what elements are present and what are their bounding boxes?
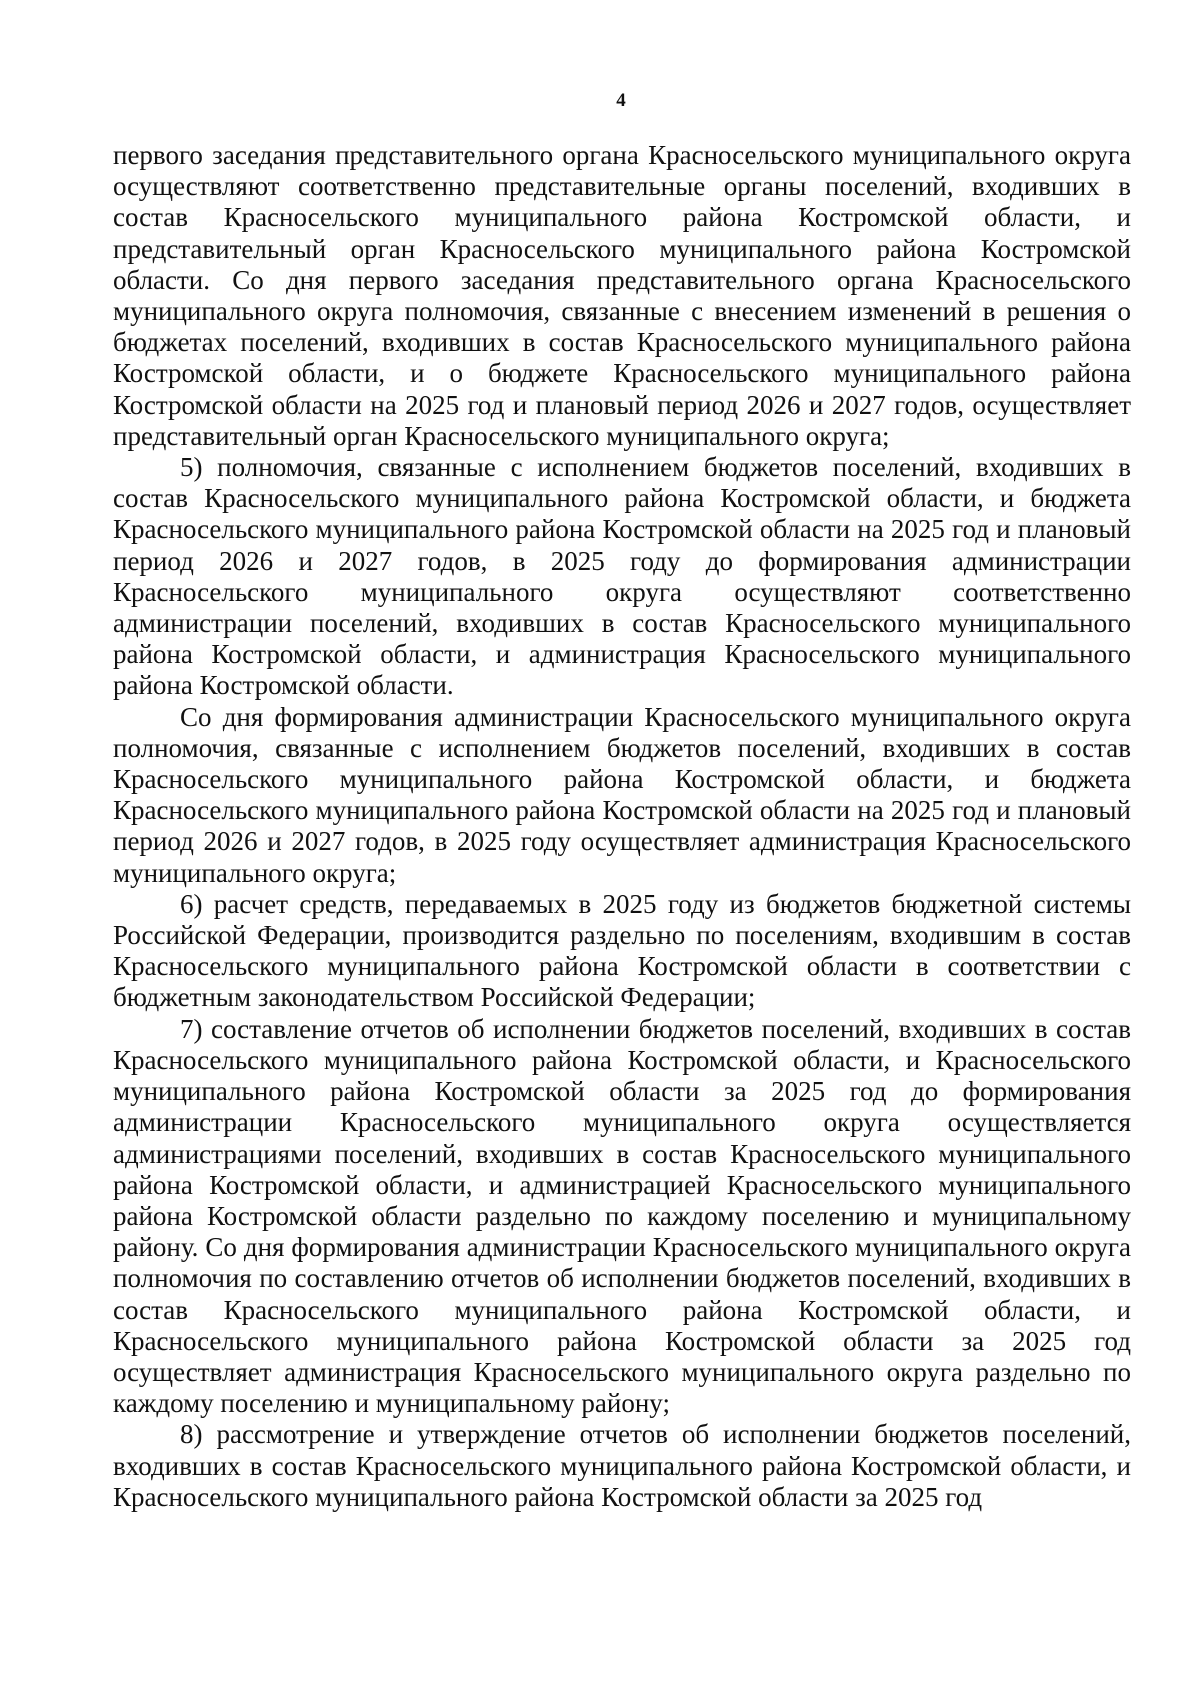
paragraph-item-5-continuation: Со дня формирования администрации Красносельского муниципального округа полномочия, связанные с исполнением бюджетов поселений, входивших в состав Красносельского муниципального района Костромской области, и бюджета Красносельского муниципального района Костромской области на 2025 год и плановый период 2026 и 2027 годов, в 2025 году осуществляет администрация Красносельского муниципального округа;	[113, 701, 1131, 888]
document-body	[113, 140, 1131, 1513]
paragraph-item-5: 5) полномочия, связанные с исполнением бюджетов поселений, входивших в состав Красносельского муниципального района Костромской области, и бюджета Красносельского муниципального района Костромской области на 2025 год и плановый период 2026 и 2027 годов, в 2025 году до формирования администрации Красносельского муниципального округа осуществляют соответственно администрации поселений, входивших в состав Красносельского муниципального района Костромской области, и администрация Красносельского муниципального района Костромской области.	[113, 452, 1131, 701]
paragraph-item-6: 6) расчет средств, передаваемых в 2025 году из бюджетов бюджетной системы Российской Федерации, производится раздельно по поселениям, входившим в состав Красносельского муниципального района Костромской области в соответствии с бюджетным законодательством Российской Федерации;	[113, 888, 1131, 1013]
paragraph-item-7: 7) составление отчетов об исполнении бюджетов поселений, входивших в состав Красносельского муниципального района Костромской области, и Красносельского муниципального района Костромской области за 2025 год до формирования администрации Красносельского муниципального округа осуществляется администрациями поселений, входивших в состав Красносельского муниципального района Костромской области, и администрацией Красносельского муниципального района Костромской области раздельно по каждому поселению и муниципальному району. Со дня формирования администрации Красносельского муниципального округа полномочия по составлению отчетов об исполнении бюджетов поселений, входивших в состав Красносельского муниципального района Костромской области, и Красносельского муниципального района Костромской области за 2025 год осуществляет администрация Красносельского муниципального округа раздельно по каждому поселению и муниципальному району;	[113, 1013, 1131, 1419]
page-number: 4	[616, 90, 626, 111]
paragraph-item-8: 8) рассмотрение и утверждение отчетов об исполнении бюджетов поселений, входивших в состав Красносельского муниципального района Костромской области, и Красносельского муниципального района Костромской области за 2025 год	[113, 1419, 1131, 1512]
paragraph-continuation: первого заседания представительного органа Красносельского муниципального округа осуществляют соответственно представительные органы поселений, входивших в состав Красносельского муниципального района Костромской области, и представительный орган Красносельского муниципального района Костромской области. Со дня первого заседания представительного органа Красносельского муниципального округа полномочия, связанные с внесением изменений в решения о бюджетах поселений, входивших в состав Красносельского муниципального района Костромской области, и о бюджете Красносельского муниципального района Костромской области на 2025 год и плановый период 2026 и 2027 годов, осуществляет представительный орган Красносельского муниципального округа;	[113, 140, 1131, 451]
